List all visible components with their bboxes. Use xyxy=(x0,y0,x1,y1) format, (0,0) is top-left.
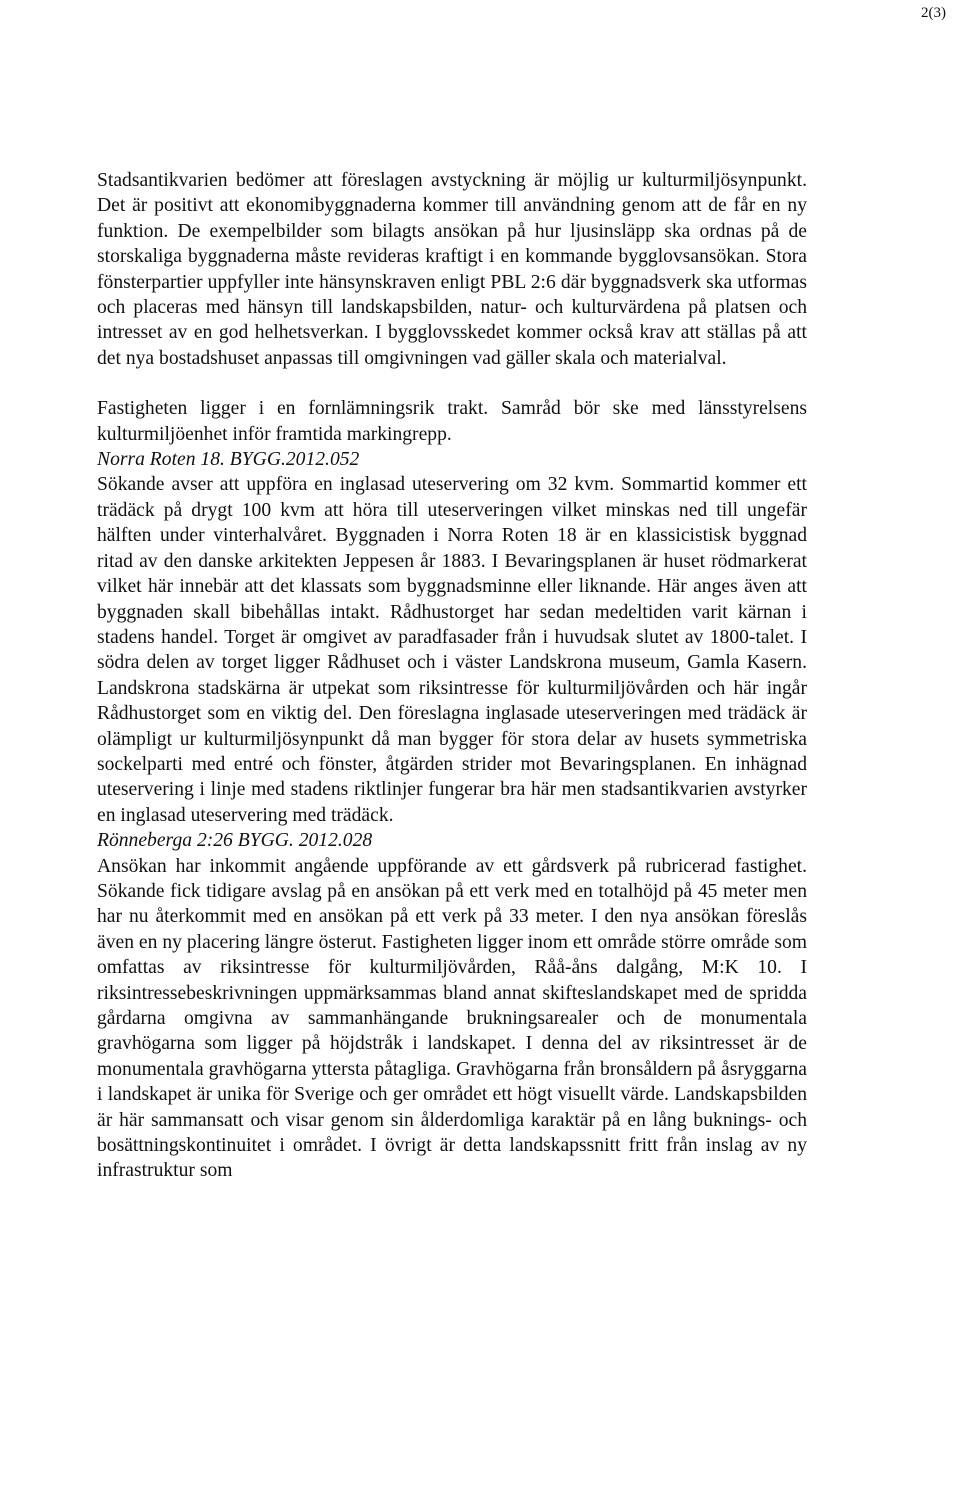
page-number: 2(3) xyxy=(921,5,946,21)
section-heading-ronneberga: Rönneberga 2:26 BYGG. 2012.028 xyxy=(97,830,373,852)
document-body xyxy=(97,168,807,1184)
section-body-ronneberga: Ansökan har inkommit angående uppförande av ett gårdsverk på rubricerad fastighet. Sökande fick tidigare avslag på en ansökan på ett verk med en totalhöjd på 45 meter men har nu återkommit med en ansökan på ett verk på 33 meter. I den nya ansökan föreslås även en ny placering längre österut. Fastigheten ligger inom ett område större område som omfattas av riksintresse för kulturmiljövården, Råå-åns dalgång, M:K 10. I riksintressebeskrivningen uppmärksammas bland annat skifteslandskapet med de spridda gårdarna omgivna av sammanhängande brukningsarealer och de monumentala gravhögarna som ligger på höjdstråk i landskapet. I denna del av riksintresset är de monumentala gravhögarna yttersta påtagliga. Gravhögarna från bronsåldern på åsryggarna i landskapet är unika för Sverige och ger området ett högt visuellt värde. Landskapsbilden är här sammansatt och visar genom sin ålderdomliga karaktär på en lång buknings- och bosättningskontinuitet i området. I övrigt är detta landskapssnitt fritt från inslag av ny infrastruktur som xyxy=(97,855,807,1182)
intro-paragraph-1: Stadsantikvarien bedömer att föreslagen avstyckning är möjlig ur kulturmiljösynpunkt. Det är positivt att ekonomibyggnaderna kommer till användning genom att de får en ny funktion. De exempelbilder som bilagts ansökan på hur ljusinsläpp ska ordnas på de storskaliga byggnaderna måste revideras kraftigt i en kommande bygglovsansökan. Stora fönsterpartier uppfyller inte hänsynskraven enligt PBL 2:6 där byggnadsverk ska utformas och placeras med hänsyn till landskapsbilden, natur- och kulturvärdena på platsen och intresset av en god helhetsverkan. I bygglovsskedet kommer också krav att ställas på att det nya bostadshuset anpassas till omgivningen vad gäller skala och materialval. xyxy=(97,170,807,369)
section-heading-norra-roten: Norra Roten 18. BYGG.2012.052 xyxy=(97,449,360,471)
section-body-norra-roten: Sökande avser att uppföra en inglasad uteservering om 32 kvm. Sommartid kommer ett trädäck på drygt 100 kvm att höra till uteserveringen vilket minskas ned till ungefär hälften under vinterhalvåret. Byggnaden i Norra Roten 18 är en klassicistisk byggnad ritad av den danske arkitekten Jeppesen år 1883. I Bevaringsplanen är huset rödmarkerat vilket här innebär att det klassats som byggnadsminne eller liknande. Här anges även att byggnaden skall bibehållas intakt. Rådhustorget har sedan medeltiden varit kärnan i stadens handel. Torget är omgivet av paradfasader från i huvudsak slutet av 1800-talet. I södra delen av torget ligger Rådhuset och i väster Landskrona museum, Gamla Kasern. Landskrona stadskärna är utpekat som riksintresse för kulturmiljövården och här ingår Rådhustorget som en viktig del. Den föreslagna inglasade uteserveringen med trädäck är olämpligt ur kulturmiljösynpunkt då man bygger för stora delar av husets symmetriska sockelparti med entré och fönster, åtgärden strider mot Bevaringsplanen. En inhägnad uteservering i linje med stadens riktlinjer fungerar bra här men stadsantikvarien avstyrker en inglasad uteservering med trädäck. xyxy=(97,474,807,826)
intro-paragraph-2: Fastigheten ligger i en fornlämningsrik trakt. Samråd bör ske med länsstyrelsens kulturmiljöenhet inför framtida markingrepp. xyxy=(97,398,807,445)
